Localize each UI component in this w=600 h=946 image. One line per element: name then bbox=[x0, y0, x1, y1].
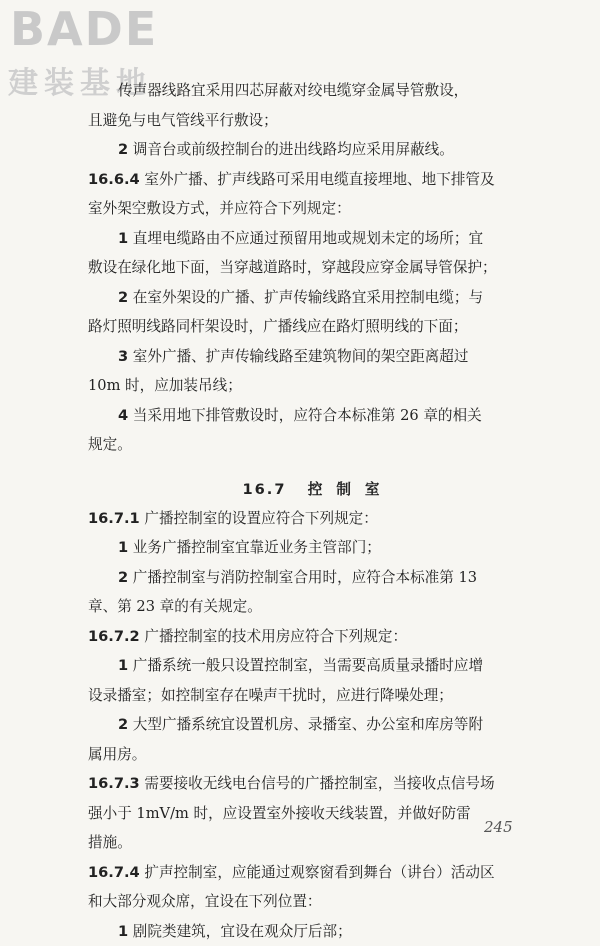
text-line bbox=[88, 622, 548, 652]
line-text: 调音台或前级控制台的进出线路均应采用屏蔽线。 bbox=[128, 141, 454, 158]
line-text: 措施。 bbox=[88, 834, 132, 851]
clause-block-16-7 bbox=[88, 504, 548, 946]
document-body bbox=[88, 76, 548, 946]
text-line bbox=[88, 917, 548, 946]
line-text: 强小于 1mV/m 时，应设置室外接收天线装置，并做好防雷 bbox=[88, 805, 471, 822]
text-line bbox=[88, 887, 548, 917]
line-text: 室外广播、扩声传输线路至建筑物间的架空距离超过 bbox=[128, 348, 468, 365]
text-line bbox=[88, 76, 548, 106]
line-text: 且避免与电气管线平行敷设； bbox=[88, 112, 278, 129]
line-text: 室外广播、扩声线路可采用电缆直接埋地、地下排管及 bbox=[140, 171, 495, 188]
text-line bbox=[88, 681, 548, 711]
line-text: 业务广播控制室宜靠近业务主管部门； bbox=[128, 539, 381, 556]
line-text: 和大部分观众席，宜设在下列位置： bbox=[88, 893, 322, 910]
text-line bbox=[88, 106, 548, 136]
text-line bbox=[88, 710, 548, 740]
line-text: 广播控制室的设置应符合下列规定： bbox=[140, 510, 378, 527]
text-line bbox=[88, 858, 548, 888]
line-text: 属用房。 bbox=[88, 746, 146, 763]
watermark-brand: BADE bbox=[10, 2, 158, 56]
text-line bbox=[88, 165, 548, 195]
text-line bbox=[88, 194, 548, 224]
line-text: 需要接收无线电台信号的广播控制室，当接收点信号场 bbox=[140, 775, 495, 792]
line-text: 在室外架设的广播、扩声传输线路宜采用控制电缆；与 bbox=[128, 289, 483, 306]
text-line bbox=[88, 283, 548, 313]
watermark-subtitle: 建装基地 bbox=[8, 58, 152, 102]
line-text: 传声器线路宜采用四芯屏蔽对绞电缆穿金属导管敷设， bbox=[118, 82, 468, 99]
line-text: 10m 时，应加装吊线； bbox=[88, 377, 242, 394]
text-line bbox=[88, 828, 548, 858]
line-text: 路灯照明线路同杆架设时，广播线应在路灯照明线的下面； bbox=[88, 318, 467, 335]
clause-number: 2 bbox=[118, 716, 128, 733]
text-line bbox=[88, 533, 548, 563]
text-line bbox=[88, 312, 548, 342]
clause-number: 16.7.2 bbox=[88, 628, 140, 645]
line-text: 设录播室；如控制室存在噪声干扰时，应进行降噪处理； bbox=[88, 687, 453, 704]
line-text: 当采用地下排管敷设时，应符合本标准第 26 章的相关 bbox=[128, 407, 482, 424]
text-line bbox=[88, 401, 548, 431]
section-title: 控制室 bbox=[308, 481, 394, 498]
clause-number: 16.7.4 bbox=[88, 864, 140, 881]
line-text: 室外架空敷设方式，并应符合下列规定： bbox=[88, 200, 351, 217]
clause-number: 4 bbox=[118, 407, 128, 424]
clause-number: 2 bbox=[118, 289, 128, 306]
clause-number: 1 bbox=[118, 230, 128, 247]
clause-number: 16.6.4 bbox=[88, 171, 140, 188]
text-line bbox=[88, 769, 548, 799]
text-line bbox=[88, 253, 548, 283]
line-text: 规定。 bbox=[88, 436, 132, 453]
clause-number: 1 bbox=[118, 539, 128, 556]
text-line bbox=[88, 592, 548, 622]
text-line bbox=[88, 342, 548, 372]
clause-number: 2 bbox=[118, 569, 128, 586]
clause-number: 16.7.3 bbox=[88, 775, 140, 792]
text-line bbox=[88, 224, 548, 254]
line-text: 章、第 23 章的有关规定。 bbox=[88, 598, 262, 615]
clause-number: 1 bbox=[118, 923, 128, 940]
section-number: 16.7 bbox=[242, 481, 286, 498]
clause-number: 1 bbox=[118, 657, 128, 674]
line-text: 扩声控制室，应能通过观察窗看到舞台（讲台）活动区 bbox=[140, 864, 495, 881]
text-line bbox=[88, 135, 548, 165]
line-text: 敷设在绿化地下面，当穿越道路时，穿越段应穿金属导管保护； bbox=[88, 259, 497, 276]
section-heading bbox=[88, 460, 548, 504]
line-text: 广播控制室与消防控制室合用时，应符合本标准第 13 bbox=[128, 569, 477, 586]
clause-block-16-6 bbox=[88, 76, 548, 460]
clause-number: 2 bbox=[118, 141, 128, 158]
clause-number: 3 bbox=[118, 348, 128, 365]
text-line bbox=[88, 799, 548, 829]
text-line bbox=[88, 371, 548, 401]
text-line bbox=[88, 651, 548, 681]
line-text: 剧院类建筑，宜设在观众厅后部； bbox=[128, 923, 352, 940]
page-number: 245 bbox=[484, 818, 513, 836]
text-line bbox=[88, 504, 548, 534]
text-line bbox=[88, 740, 548, 770]
line-text: 广播系统一般只设置控制室，当需要高质量录播时应增 bbox=[128, 657, 483, 674]
text-line bbox=[88, 563, 548, 593]
clause-number: 16.7.1 bbox=[88, 510, 140, 527]
line-text: 直埋电缆路由不应通过预留用地或规划未定的场所；宜 bbox=[128, 230, 483, 247]
line-text: 大型广播系统宜设置机房、录播室、办公室和库房等附 bbox=[128, 716, 483, 733]
text-line bbox=[88, 430, 548, 460]
line-text: 广播控制室的技术用房应符合下列规定： bbox=[140, 628, 407, 645]
